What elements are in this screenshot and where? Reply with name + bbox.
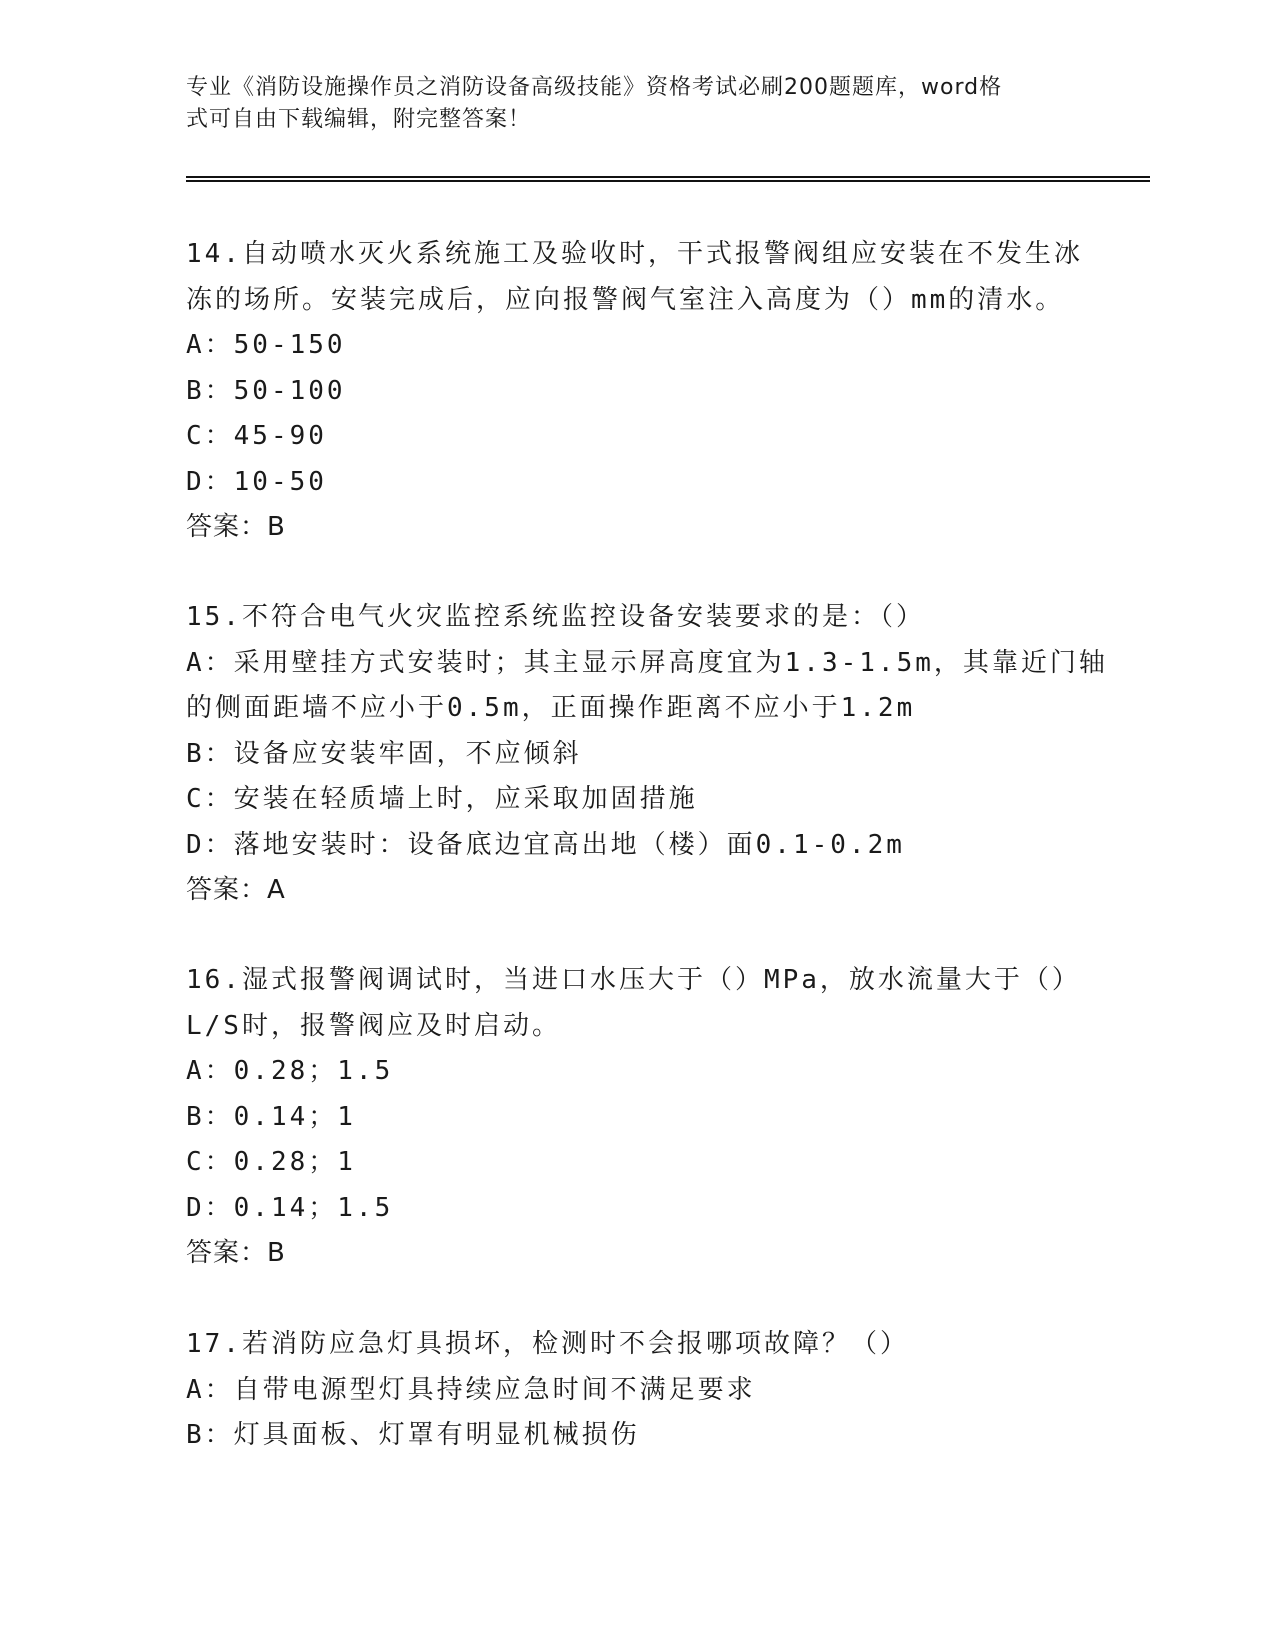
question-stem-line: 17.若消防应急灯具损坏，检测时不会报哪项故障？（） xyxy=(186,1329,909,1359)
option-b: B：设备应安装牢固，不应倾斜 xyxy=(186,738,582,769)
option-c: C：安装在轻质墙上时，应采取加固措施 xyxy=(186,784,698,814)
question-stem-line: L/S时，报警阀应及时启动。 xyxy=(186,1010,561,1041)
option-a: A：采用壁挂方式安装时；其主显示屏高度宜为1.3-1.5m，其靠近门轴 xyxy=(186,647,1108,678)
answer: 答案：B xyxy=(186,1238,286,1268)
option-b: B：0.14；1 xyxy=(186,1101,356,1132)
divider-line-bottom xyxy=(186,180,1150,182)
option-c: C：45-90 xyxy=(186,421,327,451)
option-b: B：50-100 xyxy=(186,375,346,406)
question-16 xyxy=(186,958,1086,1277)
option-a: A：0.28；1.5 xyxy=(186,1056,394,1086)
question-17 xyxy=(186,1322,1086,1459)
header-line-2: 式可自由下载编辑，附完整答案！ xyxy=(186,107,532,132)
option-a-continued: 的侧面距墙不应小于0.5m，正面操作距离不应小于1.2m xyxy=(186,693,916,723)
option-c: C：0.28；1 xyxy=(186,1147,356,1177)
document-header xyxy=(186,72,1066,136)
option-b: B：灯具面板、灯罩有明显机械损伤 xyxy=(186,1420,640,1450)
question-stem-line: 冻的场所。安装完成后，应向报警阀气室注入高度为（）mm的清水。 xyxy=(186,284,1065,315)
question-14 xyxy=(186,232,1086,551)
answer: 答案：A xyxy=(186,875,286,905)
question-stem-line: 16.湿式报警阀调试时，当进口水压大于（）MPa，放水流量大于（） xyxy=(186,965,1081,995)
option-d: D：0.14；1.5 xyxy=(186,1192,394,1223)
option-d: D：10-50 xyxy=(186,466,327,497)
option-a: A：自带电源型灯具持续应急时间不满足要求 xyxy=(186,1374,756,1405)
question-15 xyxy=(186,595,1108,914)
question-stem-line: 14.自动喷水灭火系统施工及验收时，干式报警阀组应安装在不发生冰 xyxy=(186,239,1083,269)
question-stem-line: 15.不符合电气火灾监控系统监控设备安装要求的是：（） xyxy=(186,602,925,632)
option-a: A：50-150 xyxy=(186,330,346,360)
divider-line-top xyxy=(186,176,1150,178)
header-line-1: 专业《消防设施操作员之消防设备高级技能》资格考试必刷200题题库，word格 xyxy=(186,75,1003,100)
option-d: D：落地安装时：设备底边宜高出地（楼）面0.1-0.2m xyxy=(186,829,905,860)
header-divider xyxy=(186,176,1150,182)
answer: 答案：B xyxy=(186,512,286,542)
